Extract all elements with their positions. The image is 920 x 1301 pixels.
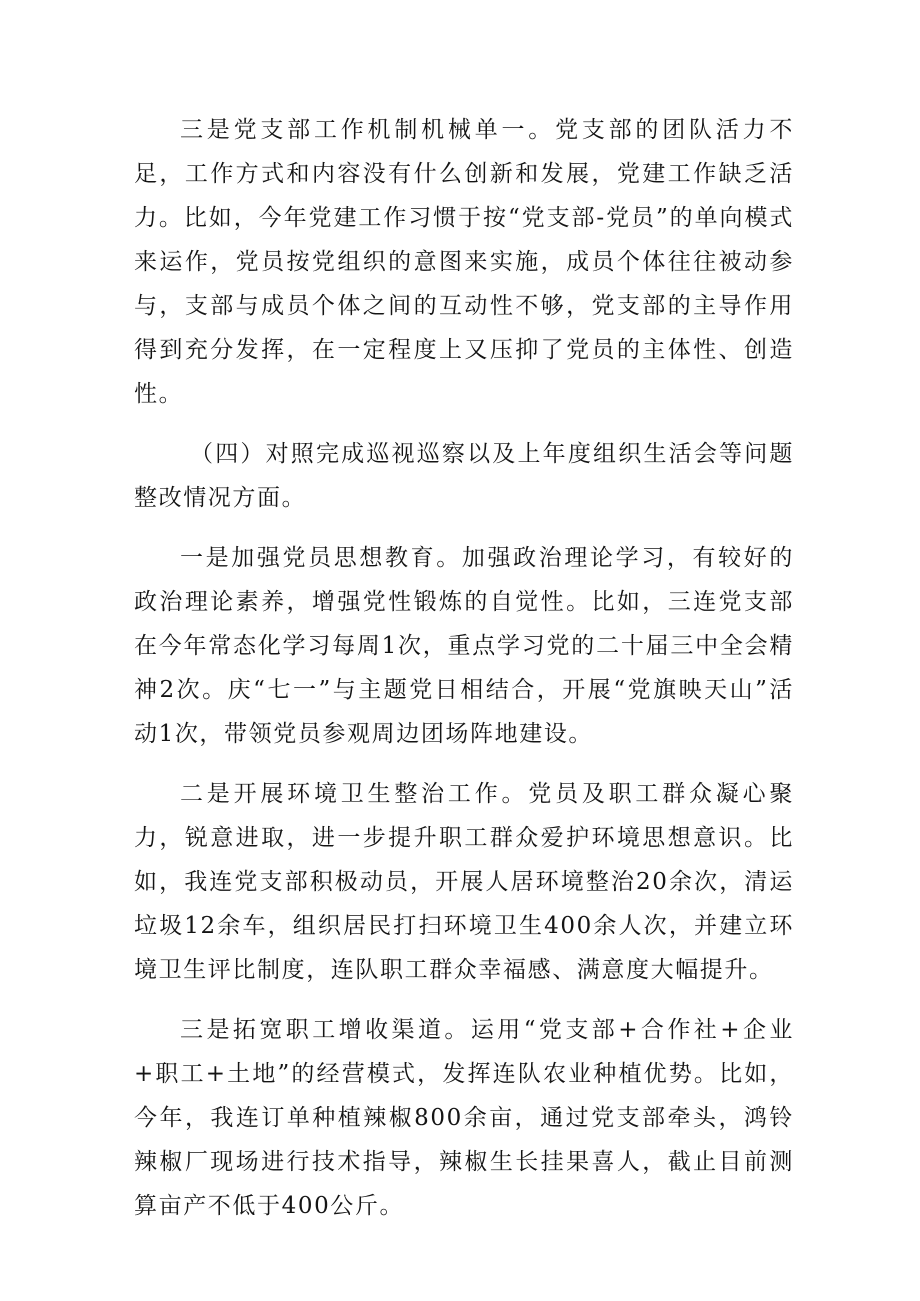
paragraph-ideological-education: 一是加强党员思想教育。加强政治理论学习，有较好的政治理论素养，增强党性锻炼的自觉性。比如，三连党支部在今年常态化学习每周1次，重点学习党的二十届三中全会精神2次。庆“七一”与主题党日相结合，开展“党旗映天山”活动1次，带领党员参观周边团场阵地建设。 bbox=[134, 545, 794, 747]
document-body bbox=[134, 108, 794, 1228]
section-heading-rectification: （四）对照完成巡视巡察以及上年度组织生活会等问题整改情况方面。 bbox=[134, 441, 794, 511]
paragraph-environment-sanitation: 二是开展环境卫生整治工作。党员及职工群众凝心聚力，锐意进取，进一步提升职工群众爱护环境思想意识。比如，我连党支部积极动员，开展人居环境整治20余次，清运垃圾12余车，组织居民打扫环境卫生400余人次，并建立环境卫生评比制度，连队职工群众幸福感、满意度大幅提升。 bbox=[134, 781, 794, 983]
paragraph-income-channels: 三是拓宽职工增收渠道。运用“党支部+合作社+企业+职工+土地”的经营模式，发挥连队农业种植优势。比如，今年，我连订单种植辣椒800余亩，通过党支部牵头，鸿铃辣椒厂现场进行技术指导，辣椒生长挂果喜人，截止目前测算亩产不低于400公斤。 bbox=[134, 1017, 794, 1219]
paragraph-mechanism-issue: 三是党支部工作机制机械单一。党支部的团队活力不足，工作方式和内容没有什么创新和发展，党建工作缺乏活力。比如，今年党建工作习惯于按“党支部-党员”的单向模式来运作，党员按党组织的意图来实施，成员个体往往被动参与，支部与成员个体之间的互动性不够，党支部的主导作用得到充分发挥，在一定程度上又压抑了党员的主体性、创造性。 bbox=[134, 117, 794, 407]
